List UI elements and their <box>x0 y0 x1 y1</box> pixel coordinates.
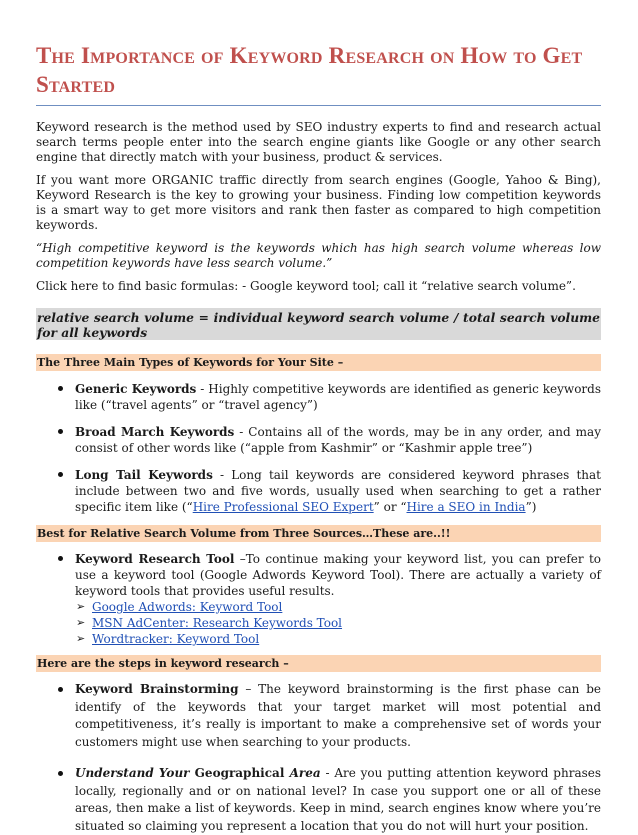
list-item <box>36 681 601 751</box>
list-item <box>36 381 601 413</box>
tool-links-list <box>75 599 601 647</box>
item-text: - Highly competitive keywords are identified as generic keywords like (“travel agents” or “travel agency”) <box>75 382 602 412</box>
hire-seo-india-link[interactable]: Hire a SEO in India <box>406 500 526 514</box>
item-text: – The keyword brainstorming is the first phase can be identify of the keywords that your target market will most potential and competitiveness, it’s really is important to make a comprehensive set of words your customers might use when searching to your products. <box>75 682 601 749</box>
arrow-bullet-icon: ➢ <box>76 600 86 613</box>
section-heading-sources: Best for Relative Search Volume from Three Sources…These are..!! <box>36 525 601 542</box>
title-divider <box>36 105 601 106</box>
bullet-icon <box>58 429 63 434</box>
item-text: - Contains all of the words, may be in any order, and may consist of other words like (“apple from Kashmir” or “Kashmir apple tree”) <box>75 425 601 455</box>
list-item <box>36 551 601 647</box>
item-text: - Long tail keywords are considered keyword phrases that include between two and five words, usually used when searching to get a rather specific item like ( <box>75 468 601 514</box>
item-term: Broad March Keywords <box>75 425 235 439</box>
bullet-icon <box>58 771 63 776</box>
item-term: Generic Keywords <box>75 382 197 396</box>
bullet-icon <box>58 687 63 692</box>
item-term: Geographical <box>189 766 290 780</box>
item-end: ”) <box>525 500 537 514</box>
quote-paragraph: “High competitive keyword is the keywords which has high search volume whereas low competition keywords have less search volume.” <box>36 241 601 270</box>
list-item <box>36 765 601 835</box>
tool-link-item <box>75 615 601 631</box>
tool-link-item <box>75 599 601 615</box>
list-item <box>36 424 601 456</box>
bullet-icon <box>58 556 63 561</box>
tool-link-item <box>75 631 601 647</box>
page-title: The Importance of Keyword Research on How to Get Started <box>36 43 583 97</box>
item-term: Keyword Research Tool <box>75 552 235 566</box>
item-text: - Are you putting attention keyword phrases locally, regionally and or on national level? In case you support one or all of these areas, then make a list of keywords. Keep in mind, search engines know where you’re situated so claiming you represent a location that you do not will hurt your position. <box>75 766 602 833</box>
item-term: Long Tail Keywords <box>75 468 213 482</box>
quote-mark: “ <box>186 500 193 514</box>
arrow-bullet-icon: ➢ <box>76 632 86 645</box>
intro-paragraph: Keyword research is the method used by SEO industry experts to find and research actual search terms people enter into the search engine giants like Google or any other search engine that directly match with your business, product & services. <box>36 120 601 164</box>
wordtracker-link[interactable]: Wordtracker: Keyword Tool <box>92 632 260 646</box>
bullet-icon <box>58 386 63 391</box>
hire-seo-expert-link[interactable]: Hire Professional SEO Expert <box>192 500 374 514</box>
bullet-icon <box>58 472 63 477</box>
formula-block: relative search volume = individual keyword search volume / total search volume for all keywords <box>37 310 600 340</box>
sources-list <box>36 551 601 647</box>
item-term: Keyword Brainstorming <box>75 682 239 696</box>
msn-adcenter-link[interactable]: MSN AdCenter: Research Keywords Tool <box>92 616 343 630</box>
list-item <box>36 467 601 515</box>
formula-intro-paragraph: Click here to find basic formulas: - Google keyword tool; call it “relative search volume”. <box>36 279 576 293</box>
link-separator: ” or “ <box>373 500 407 514</box>
google-adwords-link[interactable]: Google Adwords: Keyword Tool <box>92 600 283 614</box>
organic-traffic-paragraph: If you want more ORGANIC traffic directly from search engines (Google, Yahoo & Bing), Keyword Research is the key to growing your business. Finding low competition keywords is a smart way to get more visitors and rank then faster as compared to high competition keywords. <box>36 173 601 232</box>
item-term-italic: Understand Your <box>75 766 190 780</box>
item-text: –To continue making your keyword list, you can prefer to use a keyword tool (Google Adwords Keyword Tool). There are actually a variety of keyword tools that provides useful results. <box>75 552 601 598</box>
item-term-italic-2: Area <box>289 766 321 780</box>
section-heading-keyword-types: The Three Main Types of Keywords for Your Site – <box>36 354 601 371</box>
arrow-bullet-icon: ➢ <box>76 616 86 629</box>
section-heading-steps: Here are the steps in keyword research – <box>36 655 601 672</box>
keyword-types-list <box>36 381 601 515</box>
steps-list <box>36 681 601 835</box>
